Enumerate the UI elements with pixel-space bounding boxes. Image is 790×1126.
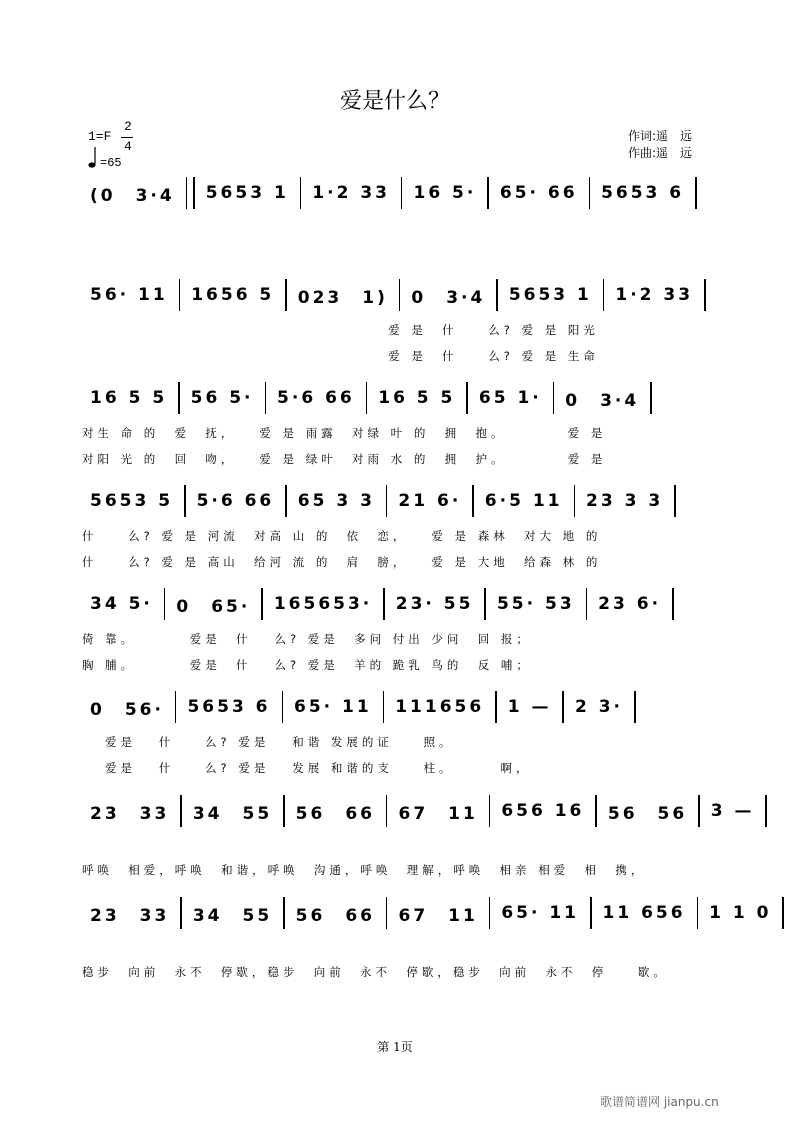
measure: 21 6· — [390, 491, 469, 511]
lyric-line-2: 什 么? 爱 是 高山 给河 流 的 肩 膀， 爱 是 大地 给森 林 的 — [82, 554, 601, 570]
measure: 65· 66 — [492, 183, 586, 203]
measure: 1·2 33 — [607, 285, 701, 305]
bar-line — [383, 588, 385, 620]
measure: 56· 11 — [82, 285, 176, 305]
lyric-line-1: 对生 命 的 爱 抚， 爱 是 雨露 对绿 叶 的 拥 抱。 爱 是 — [82, 425, 606, 441]
bar-line — [285, 485, 287, 517]
measure: 65 1· — [471, 388, 550, 408]
lyric-line-1: 爱是 什 么? 爱是 和谐 发展的证 照。 — [82, 734, 455, 750]
measure: 0 56· — [82, 695, 172, 720]
measure: 5·6 66 — [269, 388, 363, 408]
measure: 5653 5 — [82, 491, 181, 511]
measure: 34 55 — [185, 901, 280, 926]
notation-row — [82, 484, 679, 518]
measure: 023 1) — [290, 283, 396, 308]
bar-line — [265, 382, 267, 414]
watermark: 歌谱简谱网 jianpu.cn — [600, 1093, 719, 1110]
notation-row — [82, 587, 677, 621]
bar-line — [495, 691, 497, 723]
measure: 56 66 — [288, 799, 383, 824]
measure: 0 3·4 — [403, 283, 493, 308]
measure: 5653 6 — [179, 697, 278, 717]
measure: 1 — — [500, 697, 560, 717]
measure: 56 56 — [600, 799, 695, 824]
measure: 65· 11 — [493, 903, 587, 923]
measure: 3 — — [703, 801, 763, 821]
bar-line — [180, 897, 182, 929]
credits — [628, 128, 692, 162]
bar-line — [178, 382, 180, 414]
measure: 56 5· — [183, 388, 262, 408]
measure: 23 3 3 — [578, 491, 671, 511]
bar-line — [603, 279, 605, 311]
bar-line — [401, 177, 403, 209]
bar-line — [589, 177, 591, 209]
bar-line — [650, 382, 652, 414]
measure: 0 65· — [168, 592, 258, 617]
bar-line — [175, 691, 177, 723]
bar-line — [574, 485, 576, 517]
bar-line — [674, 485, 676, 517]
measure: 23 6· — [590, 594, 669, 614]
repeat-bar-line — [562, 691, 564, 723]
measure: 23 33 — [82, 799, 177, 824]
lyric-line-1: 倚 靠。 爱是 什 么? 爱是 多问 付出 少问 回 报； — [82, 631, 532, 647]
bar-line — [472, 485, 474, 517]
double-bar-line — [186, 177, 188, 209]
lyric-line-1: 呼唤 相爱，呼唤 和谐，呼唤 沟通，呼唤 理解，呼唤 相亲 相爱 相 携， — [82, 862, 646, 878]
measure: (0 3·4 — [82, 181, 183, 206]
bar-line — [586, 588, 588, 620]
measure: 5653 1 — [501, 285, 600, 305]
measure: 34 5· — [82, 594, 161, 614]
bar-line — [553, 382, 555, 414]
bar-line — [590, 897, 592, 929]
bar-line — [383, 691, 385, 723]
measure: 16 5· — [405, 183, 484, 203]
bar-line — [672, 588, 674, 620]
lyric-line-2: 胸 脯。 爱是 什 么? 爱是 羊的 跪乳 鸟的 反 哺； — [82, 657, 532, 673]
bar-line — [765, 795, 767, 827]
notation-row — [82, 176, 700, 210]
bar-line — [695, 177, 697, 209]
bar-line — [386, 897, 388, 929]
measure: 5·6 66 — [189, 491, 283, 511]
bar-line — [698, 795, 700, 827]
bar-line — [184, 485, 186, 517]
notation-row — [82, 278, 709, 312]
lyric-line-2: 对阳 光 的 回 吻， 爱 是 绿叶 对雨 水 的 拥 护。 爱 是 — [82, 451, 606, 467]
quarter-note-icon — [88, 147, 98, 169]
bar-line — [366, 382, 368, 414]
measure: 11 656 — [595, 903, 694, 923]
bar-line — [489, 795, 491, 827]
composer: 作曲:遥 远 — [628, 145, 692, 162]
measure: 23· 55 — [388, 594, 482, 614]
tempo-marking: =65 — [100, 156, 122, 170]
measure: 5653 6 — [593, 183, 692, 203]
bar-line — [487, 177, 489, 209]
bar-line — [300, 177, 302, 209]
bar-line — [399, 279, 401, 311]
measure: 111656 — [387, 697, 492, 717]
bar-line — [484, 588, 486, 620]
measure: 34 55 — [185, 799, 280, 824]
lyric-line-1: 爱 是 什 么? 爱 是 阳光 — [82, 322, 599, 338]
measure: 165653· — [266, 594, 380, 614]
measure: 1656 5 — [183, 285, 282, 305]
notation-row — [82, 690, 639, 724]
measure: 55· 53 — [489, 594, 583, 614]
measure: 67 11 — [390, 901, 485, 926]
bar-line — [496, 279, 498, 311]
final-bar-line — [782, 897, 784, 929]
measure: 2 3· — [567, 697, 631, 717]
measure: 67 11 — [390, 799, 485, 824]
bar-line — [283, 795, 285, 827]
bar-line — [489, 897, 491, 929]
measure: 65 3 3 — [290, 491, 383, 511]
notation-row — [82, 896, 790, 930]
measure: 56 66 — [288, 901, 383, 926]
bar-line — [180, 795, 182, 827]
bar-line — [386, 795, 388, 827]
measure: 65· 11 — [286, 697, 380, 717]
bar-line — [285, 279, 287, 311]
system-8 — [82, 896, 732, 1126]
lyricist: 作词:遥 远 — [628, 128, 692, 145]
lyric-line-1: 什 么? 爱 是 河流 对高 山 的 依 恋， 爱 是 森林 对大 地 的 — [82, 528, 601, 544]
measure: 656 16 — [493, 801, 592, 821]
bar-line — [261, 588, 263, 620]
lyric-line-2: 爱是 什 么? 爱是 发展 和谐的支 柱。 啊， — [82, 760, 532, 776]
bar-line — [283, 897, 285, 929]
bar-line — [466, 382, 468, 414]
measure: 6·5 11 — [477, 491, 571, 511]
bar-line — [164, 588, 166, 620]
lyric-line-1: 稳步 向前 永不 停歇，稳步 向前 永不 停歇，稳步 向前 永不 停 歇。 — [82, 964, 669, 980]
notation-row — [82, 794, 770, 828]
key-signature: 1=F — [88, 129, 111, 144]
bar-line — [697, 897, 699, 929]
bar-line — [634, 691, 636, 723]
notation-row — [82, 381, 655, 415]
measure: 1 1 0 — [701, 903, 779, 923]
measure: 0 3·4 — [557, 386, 647, 411]
bar-line — [193, 177, 195, 209]
measure: 16 5 5 — [82, 388, 175, 408]
measure: 23 33 — [82, 901, 177, 926]
bar-line — [282, 691, 284, 723]
time-signature-top: 2 — [124, 119, 132, 134]
bar-line — [704, 279, 706, 311]
measure: 1·2 33 — [304, 183, 398, 203]
bar-line — [595, 795, 597, 827]
bar-line — [179, 279, 181, 311]
time-signature-line — [121, 137, 133, 138]
measure: 5653 1 — [198, 183, 297, 203]
song-title: 爱是什么？ — [0, 84, 790, 115]
measure: 16 5 5 — [370, 388, 463, 408]
bar-line — [386, 485, 388, 517]
lyric-line-2: 爱 是 什 么? 爱 是 生命 — [82, 348, 599, 364]
time-signature-bottom: 4 — [124, 139, 132, 154]
page-number: 第 1页 — [0, 1038, 790, 1055]
